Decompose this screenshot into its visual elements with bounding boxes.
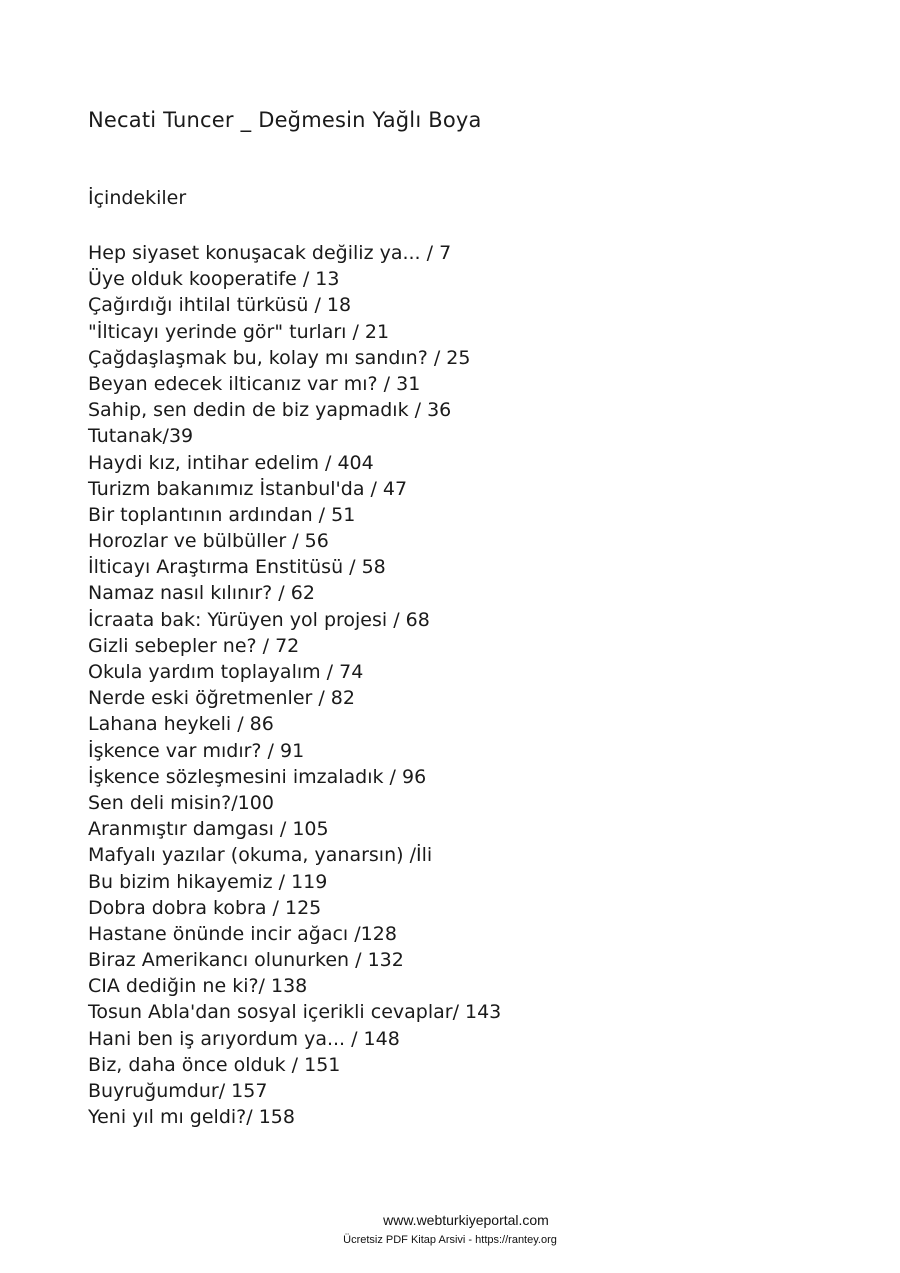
toc-item: Hastane önünde incir ağacı /128 <box>88 922 397 945</box>
toc-item: Lahana heykeli / 86 <box>88 713 274 736</box>
toc-item: İlticayı Araştırma Enstitüsü / 58 <box>88 556 386 579</box>
toc-item: Gizli sebepler ne? / 72 <box>88 634 300 657</box>
toc-item: Sahip, sen dedin de biz yapmadık / 36 <box>88 399 452 422</box>
toc-item: Turizm bakanımız İstanbul'da / 47 <box>88 477 408 500</box>
toc-item: Nerde eski öğretmenler / 82 <box>88 687 355 710</box>
toc-item: Bu bizim hikayemiz / 119 <box>88 870 328 893</box>
toc-item: Bir toplantının ardından / 51 <box>88 503 356 526</box>
toc-item: Namaz nasıl kılınır? / 62 <box>88 582 315 605</box>
toc-item: Hep siyaset konuşacak değiliz ya... / 7 <box>88 242 452 264</box>
toc-item: Dobra dobra kobra / 125 <box>88 896 322 919</box>
toc-item: Yeni yıl mı geldi?/ 158 <box>88 1106 295 1129</box>
toc-item: Sen deli misin?/100 <box>88 791 274 814</box>
toc-item: Çağdaşlaşmak bu, kolay mı sandın? / 25 <box>88 346 471 369</box>
toc-item: Mafyalı yazılar (okuma, yanarsın) /İli <box>88 844 433 867</box>
toc-item: Beyan edecek ilticanız var mı? / 31 <box>88 372 421 395</box>
document-title: Necati Tuncer _ Değmesin Yağlı Boya <box>88 108 482 132</box>
toc-item: İşkence var mıdır? / 91 <box>88 739 305 762</box>
toc-item: Haydi kız, intihar edelim / 404 <box>88 451 374 474</box>
toc-item: İcraata bak: Yürüyen yol projesi / 68 <box>88 608 430 631</box>
toc-item: Çağırdığı ihtilal türküsü / 18 <box>88 294 352 317</box>
toc-item: Buyruğumdur/ 157 <box>88 1080 268 1102</box>
toc-item: Tosun Abla'dan sosyal içerikli cevaplar/ 143 <box>88 1001 502 1024</box>
table-of-contents <box>88 240 501 1130</box>
toc-item: Horozlar ve bülbüller / 56 <box>88 530 329 553</box>
toc-item: "İlticayı yerinde gör" turları / 21 <box>88 320 390 343</box>
toc-heading: İçindekiler <box>88 187 187 209</box>
toc-item: Tutanak/39 <box>88 425 194 448</box>
toc-item: Biraz Amerikancı olunurken / 132 <box>88 949 404 972</box>
toc-item: İşkence sözleşmesini imzaladık / 96 <box>88 765 427 788</box>
toc-item: CIA dediğin ne ki?/ 138 <box>88 975 308 998</box>
toc-item: Üye olduk kooperatife / 13 <box>88 268 340 291</box>
footer-site-text: www.webturkiyeportal.com <box>383 1212 549 1228</box>
footer-note-text: Ücretsiz PDF Kitap Arsivi - https://rantey.org <box>343 1234 557 1246</box>
toc-item: Biz, daha önce olduk / 151 <box>88 1053 341 1076</box>
toc-item: Hani ben iş arıyordum ya... / 148 <box>88 1027 400 1050</box>
toc-item: Aranmıştır damgası / 105 <box>88 818 329 841</box>
toc-item: Okula yardım toplayalım / 74 <box>88 661 364 683</box>
